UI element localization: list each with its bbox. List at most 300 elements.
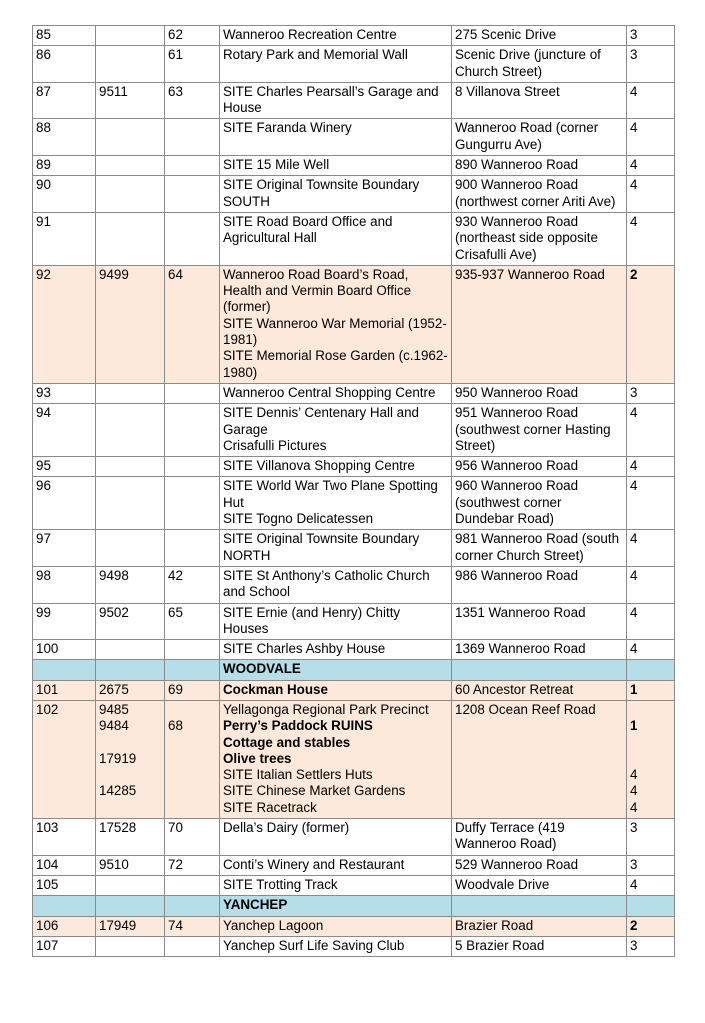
- table-row: [33, 457, 675, 477]
- empty-line: [168, 735, 216, 751]
- table-row: [33, 855, 675, 875]
- place-name-line: Olive trees: [223, 750, 292, 766]
- category-cell: [627, 212, 675, 265]
- table-row: [33, 212, 675, 265]
- category-value: 3: [630, 27, 638, 42]
- id-cell: [96, 640, 165, 660]
- ref-number: 61: [168, 47, 183, 63]
- address-cell: [452, 383, 627, 403]
- category-cell: [627, 404, 675, 457]
- id-cell: [96, 896, 165, 916]
- place-name-line: SITE 15 Mile Well: [223, 157, 330, 173]
- ref-cell: [165, 896, 220, 916]
- name-cell: [220, 404, 452, 457]
- row-number: 88: [36, 120, 51, 136]
- name-cell: [220, 640, 452, 660]
- id-cell: [96, 82, 165, 119]
- place-name-line: Crisafulli Pictures: [223, 437, 327, 453]
- place-name-line: Cockman House: [223, 681, 328, 697]
- address: 956 Wanneroo Road: [455, 458, 579, 474]
- category-cell: [627, 119, 675, 156]
- category-value: 4: [630, 876, 638, 892]
- category-cell: [627, 660, 675, 680]
- id-cell: [96, 212, 165, 265]
- inherit-id: 9510: [99, 856, 129, 872]
- category-cell: [627, 530, 675, 567]
- id-cell: [96, 819, 165, 856]
- category-value: 4: [630, 83, 638, 99]
- row-number: 95: [36, 458, 51, 474]
- ref-cell: [165, 212, 220, 265]
- place-name-line: Yanchep Lagoon: [223, 917, 324, 933]
- table-row-highlighted: [33, 916, 675, 936]
- address: 275 Scenic Drive: [455, 27, 557, 42]
- no-cell: [33, 875, 96, 895]
- address-cell: [452, 916, 627, 936]
- id-cell: [96, 265, 165, 383]
- place-name-line: Yanchep Surf Life Saving Club: [223, 937, 405, 953]
- ref-cell: [165, 603, 220, 640]
- name-cell: [220, 26, 452, 46]
- table-row: [33, 875, 675, 895]
- category-cell: [627, 819, 675, 856]
- name-cell: [220, 875, 452, 895]
- name-cell: [220, 82, 452, 119]
- address: 930 Wanneroo Road (northeast side opposite Crisafulli Ave): [455, 213, 598, 262]
- category-value: 4: [630, 458, 638, 474]
- ref-number: 74: [168, 917, 183, 933]
- id-cell: [96, 176, 165, 213]
- row-number: 98: [36, 567, 51, 583]
- ref-number: 68: [168, 718, 183, 734]
- address-cell: [452, 566, 627, 603]
- id-cell: [96, 383, 165, 403]
- category-cell: [627, 896, 675, 916]
- empty-line: [99, 767, 161, 783]
- ref-cell: [165, 383, 220, 403]
- id-cell: [96, 156, 165, 176]
- no-cell: [33, 700, 96, 818]
- category-value: 4: [630, 157, 638, 173]
- category-cell: [627, 640, 675, 660]
- id-cell: [96, 603, 165, 640]
- address: Scenic Drive (juncture of Church Street): [455, 47, 601, 79]
- row-number: 102: [36, 701, 59, 717]
- address-cell: [452, 875, 627, 895]
- id-cell: [96, 660, 165, 680]
- ref-number: 65: [168, 604, 183, 620]
- place-name-line: SITE Togno Delicatessen: [223, 511, 374, 527]
- category-cell: [627, 46, 675, 83]
- name-cell: [220, 680, 452, 700]
- place-name-line: Yellagonga Regional Park Precinct: [223, 701, 429, 717]
- no-cell: [33, 896, 96, 916]
- address: 951 Wanneroo Road (southwest corner Hasting Street): [455, 405, 611, 453]
- id-cell: [96, 936, 165, 956]
- inherit-id: 14285: [99, 783, 137, 799]
- category-value: 1: [630, 718, 638, 734]
- section-label: YANCHEP: [223, 897, 288, 913]
- category-value: 4: [630, 177, 638, 193]
- ref-cell: [165, 477, 220, 530]
- ref-cell: [165, 700, 220, 818]
- address: Woodvale Drive: [455, 876, 550, 892]
- place-name-line: SITE Ernie (and Henry) Chitty Houses: [223, 604, 401, 636]
- no-cell: [33, 82, 96, 119]
- empty-line: [99, 735, 161, 751]
- category-cell: [627, 457, 675, 477]
- address: Duffy Terrace (419 Wanneroo Road): [455, 820, 565, 852]
- row-number: 103: [36, 820, 59, 836]
- ref-cell: [165, 156, 220, 176]
- empty-line: [168, 800, 216, 816]
- address-cell: [452, 700, 627, 818]
- name-cell: [220, 936, 452, 956]
- id-cell: [96, 26, 165, 46]
- section-label-cell: [220, 896, 452, 916]
- row-number: 99: [36, 604, 51, 620]
- inherit-id: 9511: [99, 83, 128, 99]
- address-cell: [452, 477, 627, 530]
- name-cell: [220, 855, 452, 875]
- ref-cell: [165, 916, 220, 936]
- address: 1351 Wanneroo Road: [455, 604, 586, 620]
- address-cell: [452, 457, 627, 477]
- ref-cell: [165, 640, 220, 660]
- address: Brazier Road: [455, 917, 534, 933]
- name-cell: [220, 457, 452, 477]
- address: 935-937 Wanneroo Road: [455, 266, 605, 282]
- table-row: [33, 404, 675, 457]
- row-number: 107: [36, 937, 59, 953]
- ref-number: 69: [168, 681, 183, 697]
- inherit-id: 9499: [99, 266, 129, 282]
- section-label: WOODVALE: [223, 661, 301, 677]
- no-cell: [33, 46, 96, 83]
- category-value: 3: [630, 47, 638, 63]
- table-row-highlighted: [33, 700, 675, 818]
- place-name-line: SITE Trotting Track: [223, 876, 338, 892]
- ref-cell: [165, 875, 220, 895]
- name-cell: [220, 819, 452, 856]
- category-value: 4: [630, 783, 638, 799]
- no-cell: [33, 176, 96, 213]
- name-cell: [220, 566, 452, 603]
- category-cell: [627, 265, 675, 383]
- category-value: 4: [630, 604, 638, 620]
- name-cell: [220, 530, 452, 567]
- ref-cell: [165, 82, 220, 119]
- row-number: 93: [36, 384, 51, 400]
- row-number: 101: [36, 681, 59, 697]
- category-value: 4: [630, 567, 638, 583]
- id-cell: [96, 477, 165, 530]
- ref-cell: [165, 265, 220, 383]
- row-number: 94: [36, 405, 51, 421]
- table-row-highlighted: [33, 680, 675, 700]
- place-name-line: Rotary Park and Memorial Wall: [223, 47, 408, 63]
- category-cell: [627, 566, 675, 603]
- place-name-line: SITE Road Board Office and Agricultural Hall: [223, 213, 393, 246]
- no-cell: [33, 212, 96, 265]
- no-cell: [33, 916, 96, 936]
- address: 960 Wanneroo Road (southwest corner Dundebar Road): [455, 478, 579, 527]
- inherit-id: 9498: [99, 567, 129, 583]
- address-cell: [452, 82, 627, 119]
- place-name-line: Perry’s Paddock RUINS: [223, 718, 373, 734]
- no-cell: [33, 603, 96, 640]
- address-cell: [452, 660, 627, 680]
- category-value: 4: [630, 641, 638, 657]
- place-name-line: SITE Charles Pearsall’s Garage and House: [223, 83, 439, 116]
- category-cell: [627, 916, 675, 936]
- place-name-line: Cottage and stables: [223, 734, 351, 750]
- empty-line: [630, 702, 671, 718]
- address-cell: [452, 640, 627, 660]
- address-cell: [452, 819, 627, 856]
- ref-cell: [165, 404, 220, 457]
- category-value: 4: [630, 799, 638, 815]
- place-name-line: SITE Dennis’ Centenary Hall and Garage: [223, 405, 419, 437]
- no-cell: [33, 660, 96, 680]
- name-cell: [220, 119, 452, 156]
- address: 60 Ancestor Retreat: [455, 681, 574, 697]
- category-cell: [627, 383, 675, 403]
- inherit-id: 9484: [99, 718, 129, 734]
- row-number: 105: [36, 876, 59, 892]
- address: Wanneroo Road (corner Gungurru Ave): [455, 120, 599, 152]
- address: 1369 Wanneroo Road: [455, 641, 586, 657]
- place-name-line: SITE Villanova Shopping Centre: [223, 458, 415, 474]
- place-name-line: Conti’s Winery and Restaurant: [223, 856, 405, 872]
- address-cell: [452, 530, 627, 567]
- category-cell: [627, 936, 675, 956]
- category-value: 3: [630, 856, 638, 872]
- address: 1208 Ocean Reef Road: [455, 701, 596, 717]
- table-row: [33, 26, 675, 46]
- address: 981 Wanneroo Road (south corner Church Street): [455, 531, 620, 563]
- id-cell: [96, 457, 165, 477]
- address: 5 Brazier Road: [455, 937, 545, 953]
- table-row: [33, 477, 675, 530]
- table-row: [33, 383, 675, 403]
- no-cell: [33, 156, 96, 176]
- ref-number: 64: [168, 266, 183, 282]
- ref-cell: [165, 119, 220, 156]
- address-cell: [452, 404, 627, 457]
- section-header-row: [33, 896, 675, 916]
- ref-cell: [165, 936, 220, 956]
- empty-line: [630, 735, 671, 751]
- id-cell: [96, 875, 165, 895]
- name-cell: [220, 383, 452, 403]
- place-name-line: SITE Charles Ashby House: [223, 641, 386, 657]
- category-value: 4: [630, 405, 638, 421]
- category-cell: [627, 855, 675, 875]
- place-name-line: SITE Italian Settlers Huts: [223, 767, 373, 783]
- address-cell: [452, 46, 627, 83]
- category-value: 2: [630, 917, 638, 933]
- row-number: 90: [36, 177, 51, 193]
- inherit-id: 17949: [99, 917, 137, 933]
- table-row: [33, 566, 675, 603]
- category-value: 1: [630, 681, 638, 697]
- table-row: [33, 640, 675, 660]
- place-name-line: Della’s Dairy (former): [223, 820, 350, 836]
- category-cell: [627, 603, 675, 640]
- name-cell: [220, 477, 452, 530]
- address: 900 Wanneroo Road (northwest corner Ariti Ave): [455, 177, 616, 209]
- id-cell: [96, 855, 165, 875]
- table-row: [33, 603, 675, 640]
- inherit-id: 9485: [99, 701, 129, 717]
- place-name-line: SITE Memorial Rose Garden (c.1962-1980): [223, 348, 448, 380]
- table-row: [33, 176, 675, 213]
- category-value: 3: [630, 384, 638, 400]
- name-cell: [220, 212, 452, 265]
- id-cell: [96, 530, 165, 567]
- inherit-id: 9502: [99, 604, 129, 620]
- address-cell: [452, 603, 627, 640]
- category-cell: [627, 875, 675, 895]
- row-number: 89: [36, 157, 51, 173]
- place-name-line: SITE Original Townsite Boundary NORTH: [223, 531, 420, 563]
- name-cell: [220, 603, 452, 640]
- table-row: [33, 936, 675, 956]
- no-cell: [33, 640, 96, 660]
- empty-line: [168, 767, 216, 783]
- no-cell: [33, 457, 96, 477]
- no-cell: [33, 855, 96, 875]
- ref-cell: [165, 566, 220, 603]
- place-name-line: SITE Original Townsite Boundary SOUTH: [223, 177, 420, 209]
- empty-line: [99, 800, 161, 816]
- no-cell: [33, 265, 96, 383]
- table-body: [33, 26, 675, 957]
- id-cell: [96, 680, 165, 700]
- ref-cell: [165, 176, 220, 213]
- place-name-line: SITE Racetrack: [223, 799, 317, 815]
- address-cell: [452, 176, 627, 213]
- category-value: 4: [630, 120, 638, 136]
- no-cell: [33, 680, 96, 700]
- address: 890 Wanneroo Road: [455, 157, 579, 173]
- address-cell: [452, 855, 627, 875]
- ref-cell: [165, 46, 220, 83]
- place-name-line: SITE Faranda Winery: [223, 120, 352, 136]
- table-row: [33, 819, 675, 856]
- row-number: 87: [36, 83, 51, 99]
- row-number: 100: [36, 641, 59, 657]
- ref-cell: [165, 855, 220, 875]
- ref-cell: [165, 26, 220, 46]
- id-cell: [96, 404, 165, 457]
- address: 529 Wanneroo Road: [455, 856, 579, 872]
- empty-line: [168, 751, 216, 767]
- ref-cell: [165, 680, 220, 700]
- address: 8 Villanova Street: [455, 83, 560, 99]
- row-number: 106: [36, 917, 59, 933]
- table-row: [33, 156, 675, 176]
- name-cell: [220, 700, 452, 818]
- table-row: [33, 119, 675, 156]
- ref-cell: [165, 660, 220, 680]
- category-value: 4: [630, 478, 638, 494]
- heritage-list-table: [32, 25, 675, 957]
- table-row: [33, 46, 675, 83]
- place-name-line: SITE Wanneroo War Memorial (1952-1981): [223, 315, 447, 348]
- id-cell: [96, 119, 165, 156]
- empty-line: [630, 751, 671, 767]
- place-name-line: Wanneroo Road Board’s Road, Health and Vermin Board Office (former): [223, 266, 412, 315]
- empty-line: [168, 783, 216, 799]
- row-number: 92: [36, 266, 51, 282]
- category-value: 2: [630, 266, 638, 282]
- category-cell: [627, 82, 675, 119]
- no-cell: [33, 119, 96, 156]
- no-cell: [33, 936, 96, 956]
- ref-number: 70: [168, 820, 183, 836]
- row-number: 104: [36, 856, 59, 872]
- address-cell: [452, 265, 627, 383]
- inherit-id: 17919: [99, 750, 137, 766]
- place-name-line: SITE World War Two Plane Spotting Hut: [223, 478, 438, 510]
- address: 986 Wanneroo Road: [455, 567, 579, 583]
- name-cell: [220, 46, 452, 83]
- ref-cell: [165, 819, 220, 856]
- address-cell: [452, 896, 627, 916]
- ref-number: 62: [168, 27, 183, 42]
- section-label-cell: [220, 660, 452, 680]
- category-cell: [627, 680, 675, 700]
- row-number: 85: [36, 27, 51, 42]
- id-cell: [96, 916, 165, 936]
- category-cell: [627, 700, 675, 818]
- no-cell: [33, 477, 96, 530]
- place-name-line: SITE Chinese Market Gardens: [223, 783, 406, 799]
- address-cell: [452, 936, 627, 956]
- category-cell: [627, 156, 675, 176]
- address-cell: [452, 212, 627, 265]
- category-value: 3: [630, 937, 638, 953]
- place-name-line: Wanneroo Central Shopping Centre: [223, 384, 436, 400]
- name-cell: [220, 265, 452, 383]
- inherit-id: 2675: [99, 681, 129, 697]
- no-cell: [33, 383, 96, 403]
- name-cell: [220, 916, 452, 936]
- place-name-line: Wanneroo Recreation Centre: [223, 27, 397, 42]
- ref-cell: [165, 457, 220, 477]
- no-cell: [33, 404, 96, 457]
- ref-number: 42: [168, 567, 183, 583]
- empty-line: [168, 702, 216, 718]
- name-cell: [220, 156, 452, 176]
- section-header-row: [33, 660, 675, 680]
- category-value: 4: [630, 531, 638, 547]
- row-number: 96: [36, 478, 51, 494]
- ref-number: 63: [168, 83, 183, 99]
- category-value: 3: [630, 820, 638, 836]
- address-cell: [452, 119, 627, 156]
- row-number: 91: [36, 213, 51, 229]
- id-cell: [96, 46, 165, 83]
- address: 950 Wanneroo Road: [455, 384, 579, 400]
- category-cell: [627, 26, 675, 46]
- category-value: 4: [630, 767, 638, 783]
- name-cell: [220, 176, 452, 213]
- no-cell: [33, 26, 96, 46]
- place-name-line: SITE St Anthony’s Catholic Church and School: [223, 567, 430, 600]
